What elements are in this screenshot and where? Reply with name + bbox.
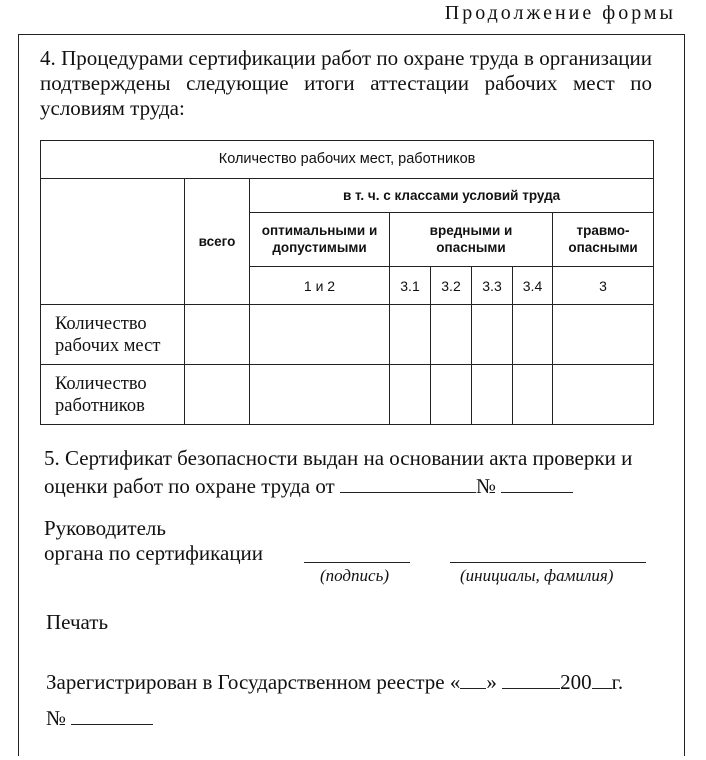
- cell-workers-3-4[interactable]: [513, 365, 553, 425]
- class-3-2-header: 3.2: [431, 266, 472, 305]
- act-number-sign: №: [475, 474, 497, 498]
- act-number-field[interactable]: [501, 472, 573, 493]
- cell-workers-1-2[interactable]: [250, 365, 390, 425]
- reg-year-field[interactable]: [592, 668, 612, 689]
- cell-workplaces-3-3[interactable]: [472, 305, 513, 365]
- cell-workplaces-1-2[interactable]: [250, 305, 390, 365]
- form-continuation-header: Продолжение формы: [444, 2, 676, 24]
- row-label-workers: Количество работников: [41, 365, 185, 425]
- total-header: всего: [185, 178, 250, 305]
- head-label-line-2: органа по сертификации: [44, 541, 264, 565]
- head-label-line-1: Руководитель: [44, 516, 166, 540]
- section-5: [44, 444, 656, 500]
- table-corner-cell: [41, 178, 185, 305]
- class-3-4-header: 3.4: [513, 266, 553, 305]
- open-quote: «: [449, 670, 461, 694]
- class-1-2-header: 1 и 2: [250, 266, 390, 305]
- section-4-text: 4. Процедурами сертификации работ по охране труда в организации подтверждены следующие итоги аттестации рабочих мест по условиям труда:: [40, 46, 652, 120]
- table-row: [41, 365, 654, 425]
- cell-workplaces-3-1[interactable]: [390, 305, 431, 365]
- head-of-certification-label: [44, 516, 263, 566]
- cell-workers-3-2[interactable]: [431, 365, 472, 425]
- group-traumatic-header: травмо-опасными: [553, 213, 654, 267]
- close-quote: »: [486, 670, 497, 694]
- reg-month-field[interactable]: [502, 668, 560, 689]
- cell-workplaces-total[interactable]: [185, 305, 250, 365]
- cell-workers-3-3[interactable]: [472, 365, 513, 425]
- name-field[interactable]: [450, 562, 646, 563]
- row-label-workplaces: Количество рабочих мест: [41, 305, 185, 365]
- reg-day-field[interactable]: [460, 668, 486, 689]
- act-date-field[interactable]: [340, 472, 476, 493]
- group-harmful-header: вредными и опасными: [390, 213, 553, 267]
- cell-workplaces-3[interactable]: [553, 305, 654, 365]
- signature-field[interactable]: [304, 562, 410, 563]
- class-3-1-header: 3.1: [390, 266, 431, 305]
- cell-workers-3[interactable]: [553, 365, 654, 425]
- year-suffix: г.: [611, 670, 624, 694]
- registry-number-sign: №: [46, 706, 67, 730]
- class-3-header: 3: [553, 266, 654, 305]
- registration-text: Зарегистрирован в Государственном реестре: [46, 670, 445, 694]
- class-3-3-header: 3.3: [472, 266, 513, 305]
- table-caption: Количество рабочих мест, работников: [41, 141, 654, 179]
- registration-line: [46, 668, 623, 695]
- cell-workplaces-3-4[interactable]: [513, 305, 553, 365]
- classes-header: в т. ч. с классами условий труда: [250, 178, 654, 212]
- cell-workers-3-1[interactable]: [390, 365, 431, 425]
- attestation-table: [40, 140, 654, 425]
- section-5-text: 5. Сертификат безопасности выдан на основании акта проверки и оценки работ по охране труда от: [44, 446, 633, 498]
- registry-number-field[interactable]: [71, 704, 153, 725]
- signature-caption: (подпись): [320, 566, 389, 585]
- year-prefix: 200: [560, 670, 592, 694]
- name-caption: (инициалы, фамилия): [460, 566, 614, 585]
- cell-workplaces-3-2[interactable]: [431, 305, 472, 365]
- group-optimal-header: оптимальными и допустимыми: [250, 213, 390, 267]
- table-row: [41, 305, 654, 365]
- stamp-label: Печать: [46, 610, 109, 634]
- cell-workers-total[interactable]: [185, 365, 250, 425]
- registry-number-line: [46, 704, 153, 731]
